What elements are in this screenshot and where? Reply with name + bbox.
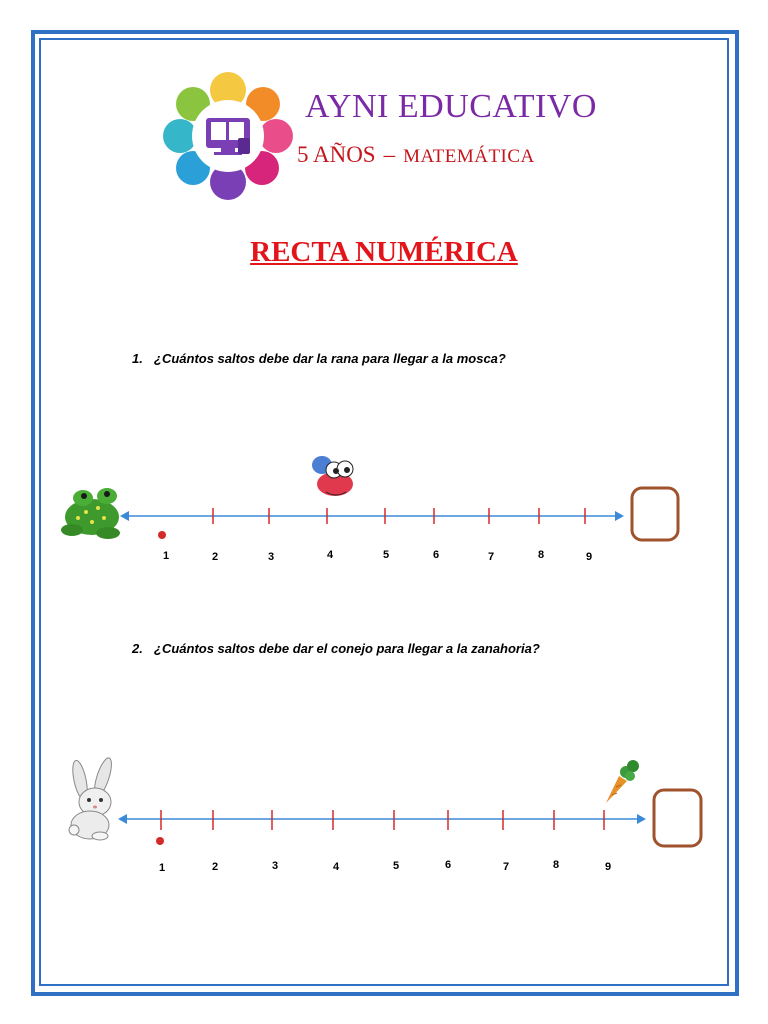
tick-label: 8 xyxy=(552,859,560,871)
worksheet-title: RECTA NUMÉRICA xyxy=(250,236,518,268)
question-text: ¿Cuántos saltos debe dar la rana para llegar a la mosca? xyxy=(154,351,506,366)
brand-name: AYNI EDUCATIVO xyxy=(305,88,597,125)
tick-label: 8 xyxy=(537,549,545,561)
question-number: 1. xyxy=(132,351,143,366)
number-line-2-labels xyxy=(159,859,611,874)
separator-dash: – xyxy=(383,142,396,167)
question-text: ¿Cuántos saltos debe dar el conejo para llegar a la zanahoria? xyxy=(154,641,540,656)
carrot-icon xyxy=(606,760,639,803)
question-1 xyxy=(132,351,506,366)
question-number: 2. xyxy=(132,641,143,656)
grade-subject-line xyxy=(297,142,535,168)
tick-label: 9 xyxy=(604,861,612,873)
tick-label: 1 xyxy=(158,862,166,874)
tick-label: 7 xyxy=(502,861,510,873)
answer-box-2[interactable] xyxy=(654,790,701,846)
tick-label: 3 xyxy=(267,551,275,563)
frog-icon xyxy=(61,488,120,539)
tick-label: 3 xyxy=(271,860,279,872)
tick-label: 6 xyxy=(432,549,440,561)
tick-label: 1 xyxy=(162,550,170,562)
number-line-1-labels xyxy=(163,549,592,563)
number-line-2-ticks xyxy=(161,810,604,830)
question-2 xyxy=(132,641,540,656)
tick-label: 6 xyxy=(444,859,452,871)
tick-label: 5 xyxy=(382,549,390,561)
subject-name: MATEMÁTICA xyxy=(403,146,535,167)
start-point xyxy=(156,837,164,845)
tick-label: 5 xyxy=(392,860,400,872)
tick-label: 9 xyxy=(585,551,593,563)
fly-icon xyxy=(312,456,353,496)
ayni-logo-icon xyxy=(163,72,293,200)
number-line-1 xyxy=(120,508,624,563)
answer-box-1[interactable] xyxy=(632,488,678,540)
tick-label: 2 xyxy=(211,861,219,873)
tick-label: 7 xyxy=(487,551,495,563)
tick-label: 2 xyxy=(211,551,219,563)
rabbit-icon xyxy=(69,756,115,840)
start-point xyxy=(158,531,166,539)
number-line-2 xyxy=(118,810,646,874)
grade-level: 5 AÑOS xyxy=(297,142,376,167)
tick-label: 4 xyxy=(332,861,340,873)
tick-label: 4 xyxy=(326,549,334,561)
